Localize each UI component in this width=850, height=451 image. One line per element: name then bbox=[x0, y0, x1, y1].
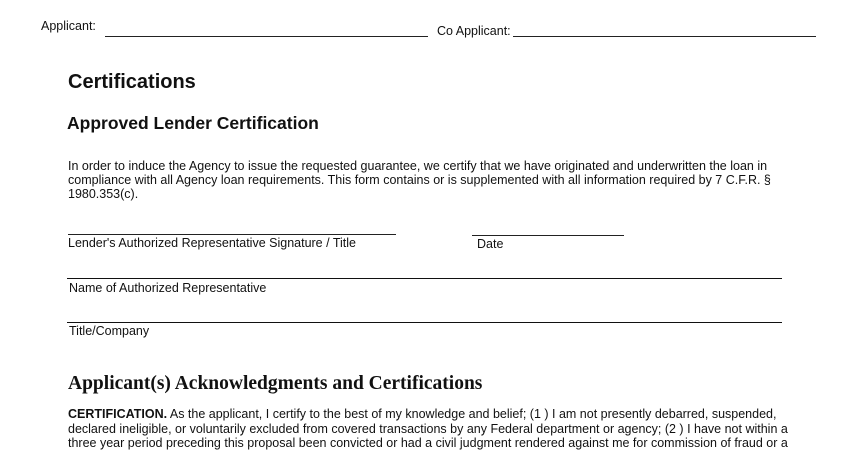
certification-paragraph bbox=[68, 407, 798, 451]
applicant-acknowledgments-title: Applicant(s) Acknowledgments and Certifications bbox=[68, 373, 483, 394]
certification-lead: CERTIFICATION. bbox=[68, 407, 168, 421]
date-label: Date bbox=[477, 237, 504, 251]
name-field[interactable] bbox=[67, 278, 782, 279]
name-label: Name of Authorized Representative bbox=[69, 281, 267, 295]
title-company-label: Title/Company bbox=[69, 324, 150, 338]
co-applicant-label: Co Applicant: bbox=[437, 24, 511, 38]
certification-text: As the applicant, I certify to the best of my knowledge and belief; (1 ) I am not presently debarred, suspended, declared ineligible, or voluntarily excluded from covered transactions by any Federal department or agency; (2 ) I have not within a three year period preceding this proposal been convicted or had a civil judgment rendered against me for commission of fraud or a bbox=[68, 407, 788, 450]
signature-field[interactable] bbox=[68, 234, 396, 235]
lender-intro-text: In order to induce the Agency to issue the requested guarantee, we certify that we have originated and underwritten the loan in compliance with all Agency loan requirements. This form contains or is supplemented with all information required by 7 C.F.R. § 1980.353(c). bbox=[68, 159, 771, 201]
co-applicant-field[interactable] bbox=[513, 36, 816, 37]
approved-lender-title: Approved Lender Certification bbox=[67, 113, 319, 133]
applicant-label: Applicant: bbox=[41, 19, 96, 33]
applicant-field[interactable] bbox=[105, 36, 428, 37]
signature-label: Lender's Authorized Representative Signature / Title bbox=[68, 236, 356, 250]
date-field[interactable] bbox=[472, 235, 624, 236]
certifications-title: Certifications bbox=[68, 71, 196, 93]
title-company-field[interactable] bbox=[67, 322, 782, 323]
